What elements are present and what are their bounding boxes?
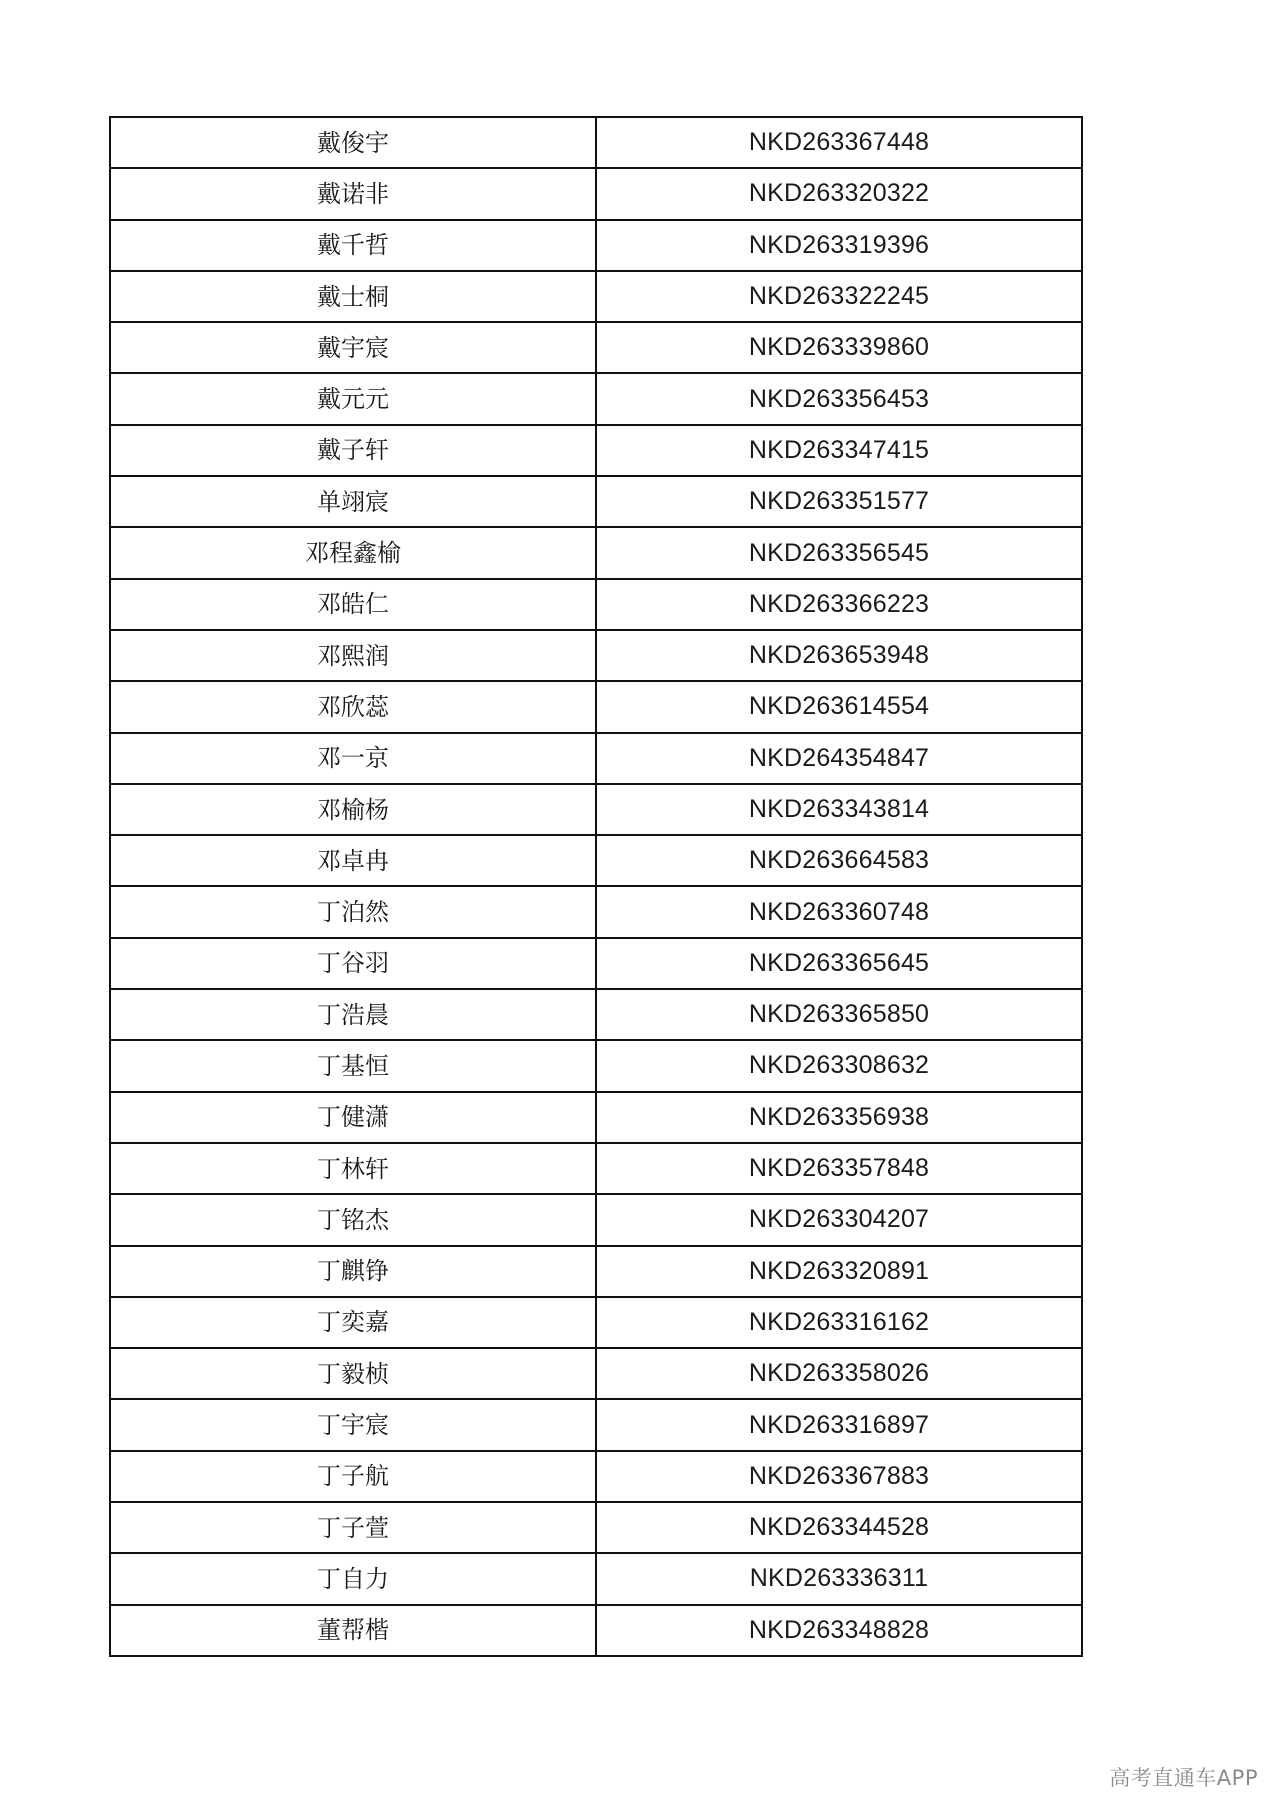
student-id: NKD263365850: [748, 1000, 930, 1029]
name-cell: [110, 168, 596, 219]
student-name: 戴元元: [317, 385, 389, 414]
id-cell: [596, 476, 1082, 527]
student-id: NKD264354847: [748, 743, 930, 772]
id-cell: [596, 579, 1082, 630]
student-name: 邓榆杨: [317, 795, 389, 824]
table-row: [110, 938, 1082, 989]
student-id: NKD263365645: [748, 948, 930, 977]
name-cell: [110, 117, 596, 168]
name-cell: [110, 835, 596, 886]
student-id: NKD263653948: [748, 641, 930, 670]
name-cell: [110, 1194, 596, 1245]
student-id: NKD263348828: [748, 1615, 930, 1644]
table-row: [110, 989, 1082, 1040]
student-id: NKD263320322: [748, 179, 930, 208]
id-cell: [596, 1348, 1082, 1399]
student-name: 丁子航: [317, 1462, 389, 1491]
student-name: 丁毅桢: [317, 1359, 389, 1388]
id-cell: [596, 1451, 1082, 1502]
table-row: [110, 579, 1082, 630]
id-cell: [596, 1040, 1082, 1091]
student-id: NKD263316162: [748, 1307, 930, 1336]
student-name: 丁自力: [317, 1564, 389, 1593]
table-row: [110, 1502, 1082, 1553]
name-cell: [110, 1040, 596, 1091]
id-cell: [596, 784, 1082, 835]
student-id: NKD263308632: [748, 1051, 930, 1080]
name-cell: [110, 886, 596, 937]
table-row: [110, 322, 1082, 373]
student-id: NKD263336311: [749, 1564, 929, 1593]
student-id: NKD263344528: [748, 1513, 930, 1542]
table-row: [110, 1040, 1082, 1091]
name-cell: [110, 1092, 596, 1143]
table-row: [110, 1605, 1082, 1656]
student-id: NKD263316897: [748, 1410, 930, 1439]
student-name: 邓皓仁: [317, 590, 389, 619]
student-id: NKD263319396: [748, 230, 930, 259]
table-row: [110, 476, 1082, 527]
student-name: 丁宇宸: [317, 1411, 389, 1440]
id-cell: [596, 425, 1082, 476]
table-row: [110, 373, 1082, 424]
student-name: 丁基恒: [317, 1051, 389, 1080]
table-row: [110, 1399, 1082, 1450]
id-cell: [596, 1143, 1082, 1194]
table-row: [110, 1143, 1082, 1194]
name-cell: [110, 784, 596, 835]
student-name: 董帮楷: [317, 1616, 389, 1645]
student-id: NKD263339860: [748, 333, 930, 362]
name-cell: [110, 220, 596, 271]
student-name: 邓卓冉: [317, 846, 389, 875]
name-cell: [110, 373, 596, 424]
name-cell: [110, 527, 596, 578]
name-cell: [110, 1348, 596, 1399]
id-cell: [596, 271, 1082, 322]
student-name: 邓熙润: [317, 641, 389, 670]
id-cell: [596, 681, 1082, 732]
id-cell: [596, 1194, 1082, 1245]
student-id: NKD263360748: [748, 897, 930, 926]
table-row: [110, 1451, 1082, 1502]
student-id: NKD263322245: [748, 282, 930, 311]
id-cell: [596, 1092, 1082, 1143]
id-cell: [596, 733, 1082, 784]
student-id: NKD263356545: [748, 538, 930, 567]
name-cell: [110, 1502, 596, 1553]
roster-table: [109, 116, 1083, 1657]
student-id: NKD263357848: [748, 1154, 930, 1183]
student-id: NKD263614554: [748, 692, 930, 721]
name-cell: [110, 989, 596, 1040]
id-cell: [596, 835, 1082, 886]
student-name: 丁子萱: [317, 1513, 389, 1542]
student-name: 戴诺非: [317, 179, 389, 208]
id-cell: [596, 938, 1082, 989]
student-name: 单翊宸: [317, 487, 389, 516]
student-name: 丁奕嘉: [317, 1308, 389, 1337]
student-id: NKD263664583: [748, 846, 930, 875]
table-row: [110, 681, 1082, 732]
table-row: [110, 784, 1082, 835]
student-id: NKD263343814: [748, 795, 930, 823]
id-cell: [596, 373, 1082, 424]
student-name: 戴子轩: [317, 436, 389, 465]
id-cell: [596, 989, 1082, 1040]
student-id: NKD263367883: [748, 1461, 930, 1490]
table-row: [110, 630, 1082, 681]
id-cell: [596, 1605, 1082, 1656]
student-id: NKD263351577: [748, 487, 930, 516]
student-name: 邓程鑫榆: [305, 539, 401, 568]
student-name: 邓一京: [317, 744, 389, 773]
name-cell: [110, 681, 596, 732]
name-cell: [110, 1297, 596, 1348]
id-cell: [596, 527, 1082, 578]
id-cell: [596, 117, 1082, 168]
student-name: 丁铭杰: [317, 1205, 389, 1234]
table-row: [110, 117, 1082, 168]
table-row: [110, 1348, 1082, 1399]
table-row: [110, 835, 1082, 886]
id-cell: [596, 1246, 1082, 1297]
id-cell: [596, 220, 1082, 271]
id-cell: [596, 322, 1082, 373]
id-cell: [596, 1297, 1082, 1348]
table-row: [110, 220, 1082, 271]
watermark: 高考直通车APP: [1109, 1766, 1258, 1790]
table-row: [110, 1092, 1082, 1143]
id-cell: [596, 1553, 1082, 1604]
id-cell: [596, 1399, 1082, 1450]
table-row: [110, 1246, 1082, 1297]
table-row: [110, 271, 1082, 322]
name-cell: [110, 579, 596, 630]
student-name: 戴千哲: [317, 231, 389, 260]
student-id: NKD263366223: [748, 589, 930, 618]
student-name: 丁林轩: [317, 1154, 389, 1183]
student-name: 丁泊然: [317, 898, 389, 927]
table-row: [110, 527, 1082, 578]
student-id: NKD263367448: [748, 128, 930, 157]
student-name: 戴宇宸: [317, 333, 389, 362]
id-cell: [596, 630, 1082, 681]
id-cell: [596, 168, 1082, 219]
table-row: [110, 886, 1082, 937]
student-id: NKD263356938: [748, 1102, 930, 1131]
name-cell: [110, 271, 596, 322]
student-id: NKD263304207: [748, 1205, 930, 1234]
student-name: 邓欣蕊: [317, 692, 389, 721]
student-id: NKD263356453: [748, 384, 930, 413]
name-cell: [110, 1553, 596, 1604]
id-cell: [596, 886, 1082, 937]
student-id: NKD263347415: [748, 435, 930, 464]
roster-table-body: [110, 117, 1082, 1656]
student-name: 丁健潇: [317, 1103, 389, 1132]
name-cell: [110, 938, 596, 989]
name-cell: [110, 1451, 596, 1502]
table-row: [110, 1194, 1082, 1245]
name-cell: [110, 322, 596, 373]
table-row: [110, 1297, 1082, 1348]
name-cell: [110, 630, 596, 681]
name-cell: [110, 733, 596, 784]
name-cell: [110, 1605, 596, 1656]
student-name: 戴俊宇: [317, 128, 389, 157]
student-name: 戴士桐: [317, 282, 389, 311]
table-row: [110, 168, 1082, 219]
student-id: NKD263358026: [748, 1359, 930, 1388]
student-name: 丁麒铮: [317, 1257, 389, 1286]
table-row: [110, 1553, 1082, 1604]
student-name: 丁浩晨: [317, 1000, 389, 1029]
student-id: NKD263320891: [748, 1256, 930, 1285]
name-cell: [110, 1246, 596, 1297]
id-cell: [596, 1502, 1082, 1553]
name-cell: [110, 476, 596, 527]
table-row: [110, 733, 1082, 784]
name-cell: [110, 1143, 596, 1194]
name-cell: [110, 1399, 596, 1450]
table-row: [110, 425, 1082, 476]
student-name: 丁谷羽: [317, 949, 389, 978]
name-cell: [110, 425, 596, 476]
